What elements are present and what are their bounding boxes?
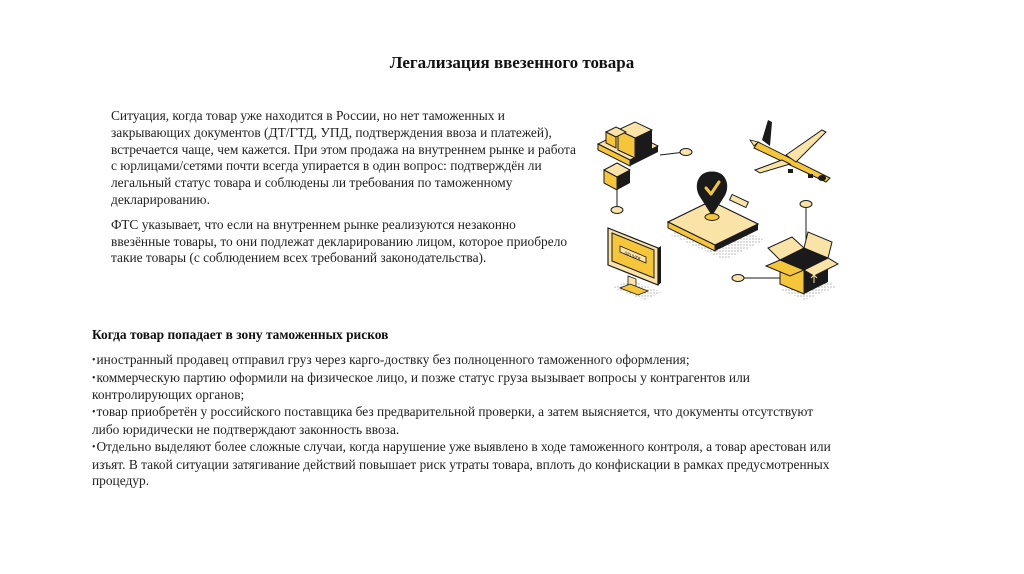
list-item: [92, 439, 832, 490]
boxes-on-pallet-icon: [595, 122, 660, 190]
list-item: [92, 370, 832, 405]
bullet-icon: •: [92, 441, 96, 453]
list-item-text: товар приобретён у российского поставщика без предварительной проверки, а затем выясняется, что документы отсутствуют либо юридически не подтверждают законность ввоза.: [92, 404, 814, 437]
open-box-icon: [766, 232, 838, 300]
list-item-text: иностранный продавец отправил груз через карго-доствку без полноценного таможенного оформления;: [96, 351, 690, 367]
intro-paragraph: Ситуация, когда товар уже находится в России, но нет таможенных и закрывающих документов (ДТ/ГТД, УПД, подтверждения ввоза и платежей), встречается чаще, чем кажется. При этом продажа на внутреннем рынке и работа с юрлицами/сетями почти всегда упирается в один вопрос: подтверждён ли легальный статус товара и соблюдены ли требования по таможенному декларированию.: [111, 108, 576, 207]
bullet-icon: •: [92, 407, 96, 419]
intro-text-block: [111, 108, 576, 275]
list-item-text: коммерческую партию оформили на физическое лицо, и позже статус груза вызывает вопросы у контрагентов или контролирующих органов;: [92, 369, 750, 403]
airplane-icon: [750, 120, 830, 182]
risks-heading: Когда товар попадает в зону таможенных рисков: [92, 327, 389, 342]
risks-list: [92, 352, 832, 490]
slide-title: Легализация ввезенного товара: [389, 53, 635, 73]
list-item-text: Отдельно выделяют более сложные случаи, когда нарушение уже выявлено в ходе таможенного контроля, а товар арестован или изъят. В такой ситуации затягивание действий повышает риск утраты товара, вплоть до конфискации в рамках предусмотренных процедур.: [92, 438, 831, 489]
bullet-icon: •: [92, 354, 96, 366]
monitor-deliver-icon: [608, 228, 662, 300]
svg-text:DELIVER: DELIVER: [623, 250, 642, 262]
bullet-icon: •: [92, 372, 96, 384]
location-pin-check-icon: [668, 172, 765, 260]
logistics-illustration: [590, 100, 840, 310]
customs-risks-section: [92, 327, 832, 490]
intro-paragraph: ФТС указывает, что если на внутреннем рынке реализуются незаконно ввезённые товары, то они подлежат декларированию лицом, которое приобрело такие товары (с соблюдением всех требований законодательства).: [111, 216, 568, 266]
list-item: [92, 352, 832, 370]
list-item: [92, 404, 832, 439]
